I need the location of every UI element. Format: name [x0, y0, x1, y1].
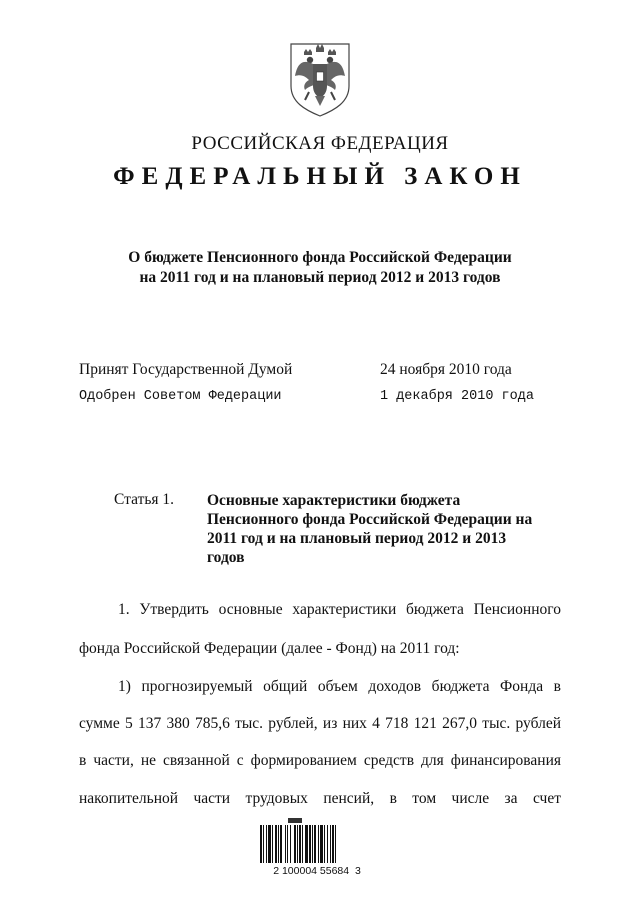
body-text-line: сумме 5 137 380 785,6 тыс. рублей, из них 4 718 121 267,0 тыс. рублей	[79, 715, 561, 732]
article-heading-line: 2011 год и на плановый период 2012 и 2013	[207, 530, 507, 547]
body-text-line: 1. Утвердить основные характеристики бюджета Пенсионного	[118, 601, 561, 618]
body-text-line: накопительной части трудовых пенсий, в том числе за счет	[79, 790, 561, 807]
body-text-line: фонда Российской Федерации (далее - Фонд) на 2011 год:	[79, 640, 460, 657]
law-title	[0, 248, 640, 288]
law-title-line: О бюджете Пенсионного фонда Российской Федерации	[128, 249, 512, 266]
document-type: ФЕДЕРАЛЬНЫЙ ЗАКОН	[113, 163, 527, 190]
russian-coat-of-arms-icon	[287, 40, 353, 118]
article-heading	[207, 491, 567, 567]
article-heading-line: годов	[207, 549, 245, 566]
council-approval-date: 1 декабря 2010 года	[380, 389, 534, 404]
council-approval-label: Одобрен Советом Федерации	[79, 389, 282, 404]
barcode	[258, 817, 376, 867]
body-text-line: 1) прогнозируемый общий объем доходов бюджета Фонда в	[118, 678, 561, 695]
article-heading-line: Основные характеристики бюджета	[207, 492, 461, 509]
barcode-number: 2 100004 55684 3	[273, 865, 361, 877]
law-title-line: на 2011 год и на плановый период 2012 и 2013 годов	[139, 269, 501, 286]
duma-adoption-label: Принят Государственной Думой	[79, 361, 293, 378]
duma-adoption-date: 24 ноября 2010 года	[380, 361, 512, 378]
body-text-line: в части, не связанной с формированием средств для финансирования	[79, 752, 561, 769]
article-heading-line: Пенсионного фонда Российской Федерации на	[207, 511, 533, 528]
country-name: РОССИЙСКАЯ ФЕДЕРАЦИЯ	[191, 133, 449, 154]
article-label: Статья 1.	[114, 491, 175, 508]
